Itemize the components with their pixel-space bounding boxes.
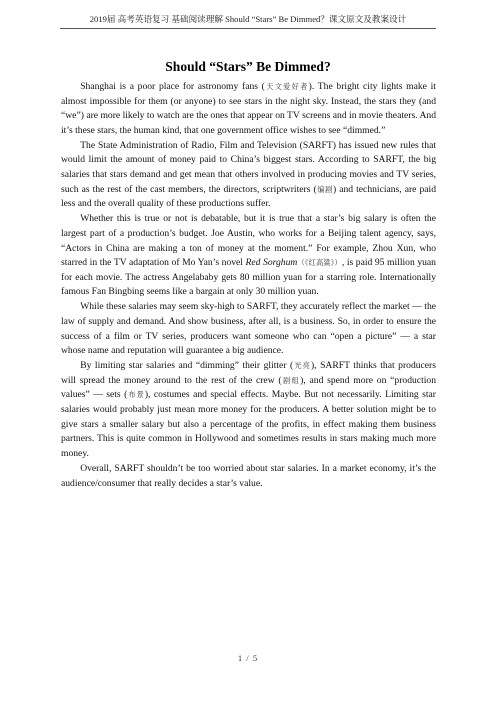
paragraph-1 [61,80,436,138]
article-title: Should “Stars” Be Dimmed? [165,59,331,74]
paragraph-3-text-b: , is paid 95 million yuan for each movie. The actress Angelababy gets 80 million yuan for a starring role. Internationally famous Fan Bingbing seems like a bargain at only 30 million yuan. [61,257,436,298]
paragraph-5-gloss-3: 布景 [127,390,145,400]
paragraph-5-text-b: ), SARFT thinks that producers will spread the money around to the rest of the crew ( [61,360,436,386]
paragraph-4: While these salaries may seem sky-high to SARFT, they accurately reflect the market — the law of supply and demand. And show business, after all, is a business. So, in order to ensure the success of a film or TV series, producers want someone who can “open a picture” — a star whose name and reputation will guarantee a big audience. [61,301,436,357]
paragraph-5-text-a: By limiting star salaries and “dimming” their glitter ( [80,360,294,372]
paragraph-5-text-c: ), and spend more on “production values” — sets ( [61,374,436,401]
paragraph-2-gloss: 编剧 [316,184,333,194]
paragraph-5-text-d: ), costumes and special effects. Maybe. But not necessarily. Limiting star salaries would probably just mean more money for the producers. A better solution might be to give stars a smaller salary but also a percentage of the profits, in effect making them business partners. This is quite common in Hollywood and sometimes results in stars making much more money. [61,389,436,459]
paragraph-5 [61,359,436,461]
header-text: 2019届 高考英语复习 基础阅读理解 Should “Stars” Be Dimmed？课文原文及教案设计 [89,14,407,24]
page-number: 1 / 5 [237,653,259,663]
paragraph-3-text-a: Whether this is true or not is debatable, but it is true that a star’s big salary is often the largest part of a production’s budget. Joe Austin, who works for a Beijing talent agency, says, “Actors in China are making a ton of money at the moment.” For example, Zhou Xun, who starred in the TV adaptation of Mo Yan’s novel [61,213,436,269]
paragraph-3-novel-title: Red Sorghum [245,257,298,269]
paragraph-2-text-b: ) and technicians, are paid less and the overall quality of these productions suffer. [61,183,437,210]
paragraph-6: Overall, SARFT shouldn’t be too worried about star salaries. In a market economy, it’s the audience/consumer that really decides a star’s value. [61,462,436,489]
paragraph-3-gloss: （《红高粱》） [297,258,342,268]
article-body [61,80,436,492]
page-header [60,14,436,29]
paragraph-1-text-a: Shanghai is a poor place for astronomy fans ( [80,81,265,92]
paragraph-2 [61,139,436,212]
paragraph-3 [61,212,436,300]
paragraph-1-text-b: ). The bright city lights make it almost impossible for them (or anyone) to see stars in the night sky. Instead, the stars they (and “we”) are more likely to watch are the ones that appear on TV screens and in movie theaters. And it’s these stars, the human kind, that one government office wishes to see “dimmed.” [61,81,436,136]
paragraph-5-gloss-2: 剧组 [281,375,301,385]
paragraph-2-text-a: The State Administration of Radio, Film and Television (SARFT) has issued new rules that would limit the amount of money paid to China’s biggest stars. According to SARFT, the big salaries that stars demand and get mean that others involved in producing movies and TV series, such as the rest of the cast members, the directors, scriptwriters ( [61,139,436,195]
paragraph-5-gloss-1: 光亮 [293,361,311,371]
paragraph-1-gloss: 天文爱好者 [264,82,309,91]
